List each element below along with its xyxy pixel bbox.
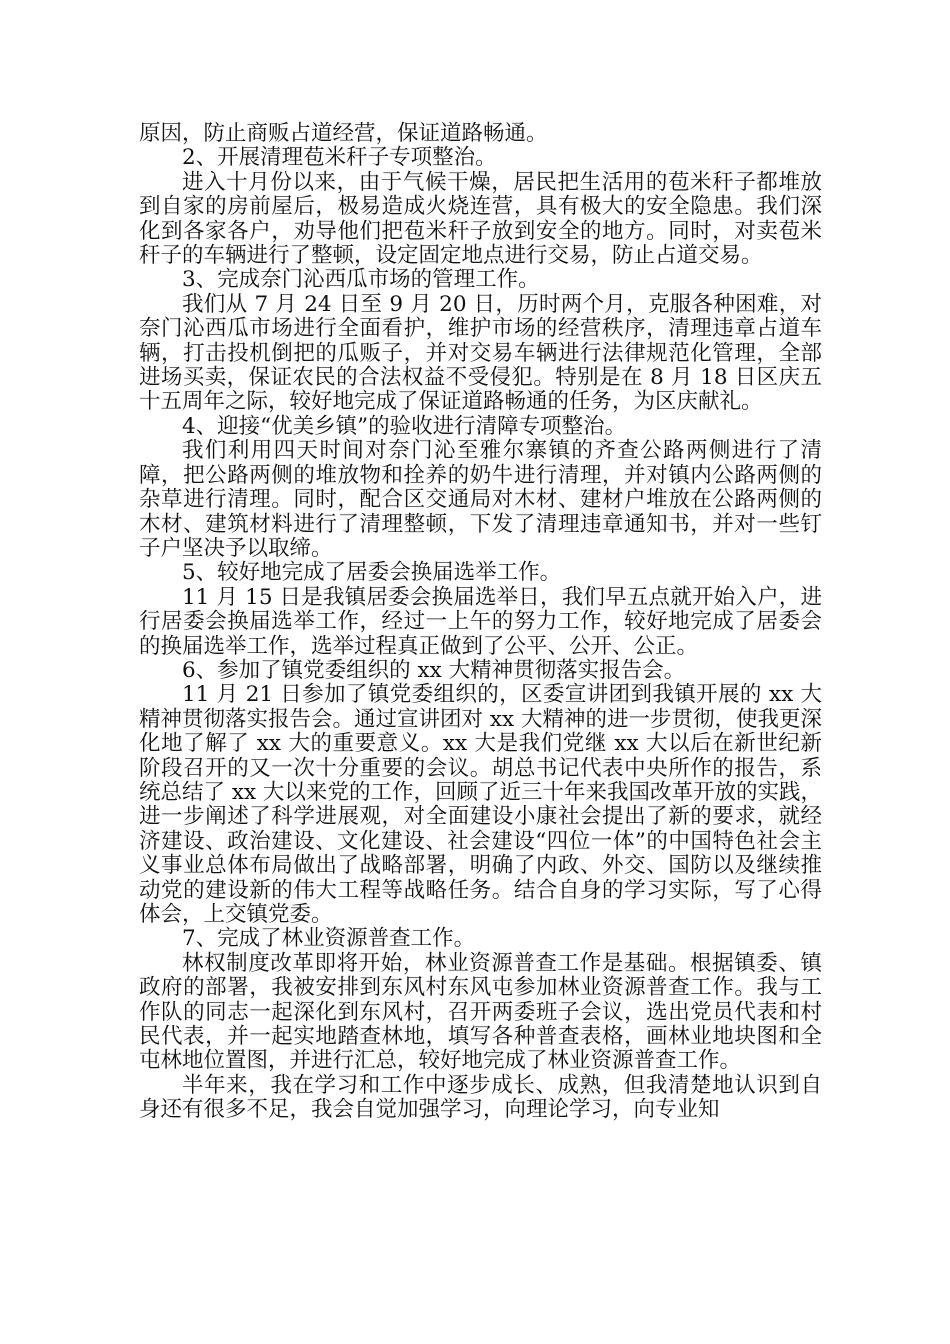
paragraph-forestry-survey: 林权制度改革即将开始，林业资源普查工作是基础。根据镇委、镇政府的部署，我被安排到东风村东风屯参加林业资源普查工作。我与工作队的同志一起深化到东风村，召开两委班子会议，选出党员代表和村民代表，并一起实地踏查林地，填写各种普查表格，画林业地块图和全屯林地位置图，并进行汇总，较好地完成了林业资源普查工作。 [139,950,822,1074]
paragraph-watermelon-market: 我们从 7 月 24 日至 9 月 20 日，历时两个月，克服各种困难，对奈门沁西瓜市场进行全面看护，维护市场的经营秩序，清理违章占道车辆，打击投机倒把的瓜贩子，并对交易车辆进行法律规范化管理，全部进场买卖，保证农民的合法权益不受侵犯。特别是在 8 月 18 日区庆五十五周年之际，较好地完成了保证道路畅通的任务，为区庆献礼。 [139,291,822,415]
section-heading-4: 4、迎接“优美乡镇”的验收进行清障专项整治。 [182,413,627,439]
paragraph-summary: 半年来，我在学习和工作中逐步成长、成熟，但我清楚地认识到自身还有很多不足，我会自觉加强学习，向理论学习，向专业知 [139,1072,822,1123]
section-heading-7: 7、完成了林业资源普查工作。 [182,926,476,952]
paragraph-election: 11 月 15 日是我镇居委会换届选举日，我们早五点就开始入户，进行居委会换届选举工作，经过一上午的努力工作，较好地完成了居委会的换届选举工作，选举过程真正做到了公平、公开、公正。 [139,584,822,659]
paragraph-continuation: 原因，防止商贩占道经营，保证道路畅通。 [139,121,548,146]
paragraph-road-clearing: 我们利用四天时间对奈门沁至雅尔寨镇的齐查公路两侧进行了清障，把公路两侧的堆放物和拴养的奶牛进行清理，并对镇内公路两侧的杂草进行清理。同时，配合区交通局对木材、建材户堆放在公路两侧的木材、建筑材料进行了清理整顿，下发了清理违章通知书，并对一些钉子户坚决予以取缔。 [139,438,822,561]
paragraph-corn-stalks: 进入十月份以来，由于气候干燥，居民把生活用的苞米秆子都堆放到自家的房前屋后，极易造成火烧连营，具有极大的安全隐患。我们深化到各家各户，劝导他们把苞米秆子放到安全的地方。同时，对卖苞米秆子的车辆进行了整顿，设定固定地点进行交易，防止占道交易。 [139,169,822,269]
section-heading-3: 3、完成奈门沁西瓜市场的管理工作。 [182,267,540,293]
section-heading-2: 2、开展清理苞米秆子专项整治。 [182,145,497,171]
document-body [139,122,822,1123]
section-heading-6: 6、参加了镇党委组织的 xx 大精神贯彻落实报告会。 [182,657,686,683]
section-heading-5: 5、较好地完成了居委会换届选举工作。 [182,560,562,586]
paragraph-report-meeting: 11 月 21 日参加了镇党委组织的，区委宣讲团到我镇开展的 xx 大精神贯彻落实报告会。通过宣讲团对 xx 大精神的进一步贯彻，使我更深化地了解了 xx 大的重要意义。xx 大是我们党继 xx 大以后在新世纪新阶段召开的又一次十分重要的会议。胡总书记代表中央所作的报告，系统总结了 xx 大以来党的工作，回顾了近三十年来我国改革开放的实践，进一步阐述了科学进展观，对全面建设小康社会提出了新的要求，就经济建设、政治建设、文化建设、社会建设“四位一体”的中国特色社会主义事业总体布局做出了战略部署，明确了内政、外交、国防以及继续推动党的建设新的伟大工程等战略任务。结合自身的学习实际，写了心得体会，上交镇党委。 [139,682,822,927]
